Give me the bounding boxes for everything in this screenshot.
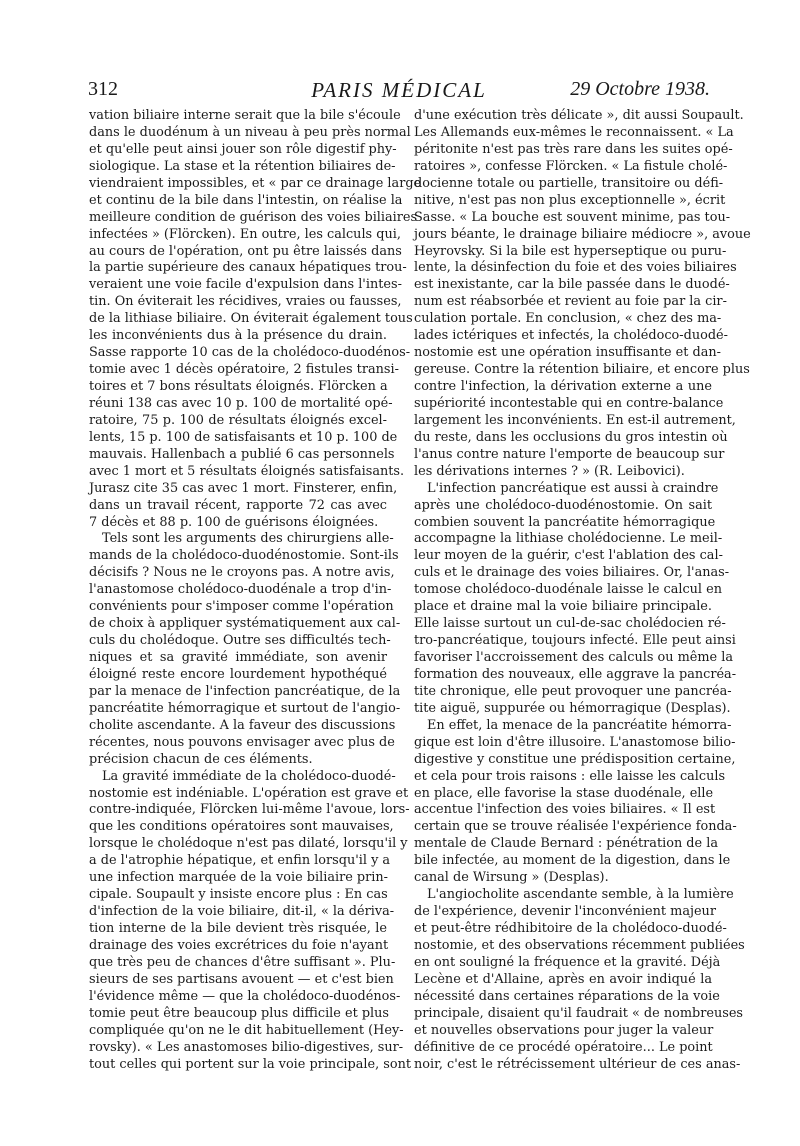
text-line: du reste, dans les occlusions du gros intestin où bbox=[414, 429, 728, 445]
text-line: de choix à appliquer systématiquement aux cal- bbox=[89, 616, 401, 632]
text-line: tomose cholédoco-duodénale laisse le calcul en bbox=[414, 582, 722, 598]
text-line: et continu de la bile dans l'intestin, on réalise la bbox=[89, 192, 403, 208]
text-line: tomie peut être beaucoup plus difficile et plus bbox=[89, 1005, 390, 1021]
text-line: Les Allemands eux-mêmes le reconnaissent. « La bbox=[414, 124, 734, 140]
text-line: Jurasz cite 35 cas avec 1 mort. Finsterer, enfin, bbox=[89, 480, 398, 496]
text-line: docienne totale ou partielle, transitoire ou défi- bbox=[414, 175, 724, 191]
text-line: récentes, nous pouvons envisager avec plus de bbox=[89, 734, 395, 750]
text-line: nostomie est une opération insuffisante et dan- bbox=[414, 345, 722, 361]
text-line: lorsque le cholédoque n'est pas dilaté, lorsqu'il y bbox=[89, 836, 408, 852]
text-line: certain que se trouve réalisée l'expérience fonda- bbox=[414, 819, 737, 835]
text-line: jours béante, le drainage biliaire médiocre », avoue bbox=[414, 226, 751, 242]
text-line: Tels sont les arguments des chirurgiens alle- bbox=[102, 531, 394, 547]
text-line: ratoires », confesse Flörcken. « La fistule cholé- bbox=[414, 158, 728, 174]
text-line: lents, 15 p. 100 de satisfaisants et 10 p. 100 de bbox=[89, 429, 398, 445]
text-line: sieurs de ses partisans avouent — et c'est bien bbox=[89, 971, 394, 987]
text-line: tro-pancréatique, toujours infecté. Elle peut ainsi bbox=[414, 633, 736, 649]
text-line: gereuse. Contre la rétention biliaire, et encore plus bbox=[414, 362, 750, 378]
text-line: mentale de Claude Bernard : pénétration de la bbox=[414, 836, 718, 852]
text-line: Sasse. « La bouche est souvent minime, pas tou- bbox=[414, 209, 731, 225]
text-line: tite chronique, elle peut provoquer une pancréa- bbox=[414, 683, 732, 699]
text-line: nostomie, et des observations récemment publiées bbox=[414, 937, 745, 953]
text-line: lente, la désinfection du foie et des voies biliaires bbox=[414, 260, 737, 276]
text-line: nitive, n'est pas non plus exceptionnelle », écrit bbox=[414, 192, 726, 208]
text-line: définitive de ce procédé opératoire... Le point bbox=[414, 1039, 713, 1055]
page-number: 312 bbox=[88, 78, 118, 100]
text-line: Lecène et d'Allaine, après en avoir indiqué la bbox=[414, 971, 712, 987]
text-line: décisifs ? Nous ne le croyons pas. A notre avis, bbox=[89, 565, 395, 581]
text-line: et cela pour trois raisons : elle laisse les calculs bbox=[414, 768, 726, 784]
text-line: en place, elle favorise la stase duodénale, elle bbox=[414, 785, 714, 801]
text-line: tin. On éviterait les récidives, vraies ou fausses, bbox=[89, 294, 402, 310]
text-line: accompagne la lithiase cholédocienne. Le meil- bbox=[414, 531, 723, 547]
text-line: principale, disaient qu'il faudrait « de nombreuses bbox=[414, 1005, 744, 1021]
text-line: de l'expérience, devenir l'inconvénient majeur bbox=[414, 904, 716, 920]
text-line: num est réabsorbée et revient au foie par la cir- bbox=[414, 294, 727, 310]
text-line: tout celles qui portent sur la voie principale, sont bbox=[89, 1056, 412, 1072]
text-line: contre-indiquée, Flörcken lui-même l'avoue, lors- bbox=[89, 802, 410, 818]
text-line: rovsky). « Les anastomoses bilio-digestives, sur- bbox=[89, 1039, 404, 1055]
text-line: d'une exécution très délicate », dit aussi Soupault. bbox=[414, 108, 744, 123]
text-line: réuni 138 cas avec 10 p. 100 de mortalité opé- bbox=[89, 395, 393, 411]
text-line: est inexistante, car la bile passée dans le duodé- bbox=[414, 277, 730, 293]
text-line: en ont souligné la fréquence et la gravité. Déjà bbox=[414, 954, 721, 970]
text-line: cipale. Soupault y insiste encore plus : En cas bbox=[89, 887, 388, 903]
text-line: mands de la cholédoco-duodénostomie. Sont-ils bbox=[89, 548, 399, 564]
text-line: gique est loin d'être illusoire. L'anastomose bilio- bbox=[414, 734, 736, 750]
text-line: largement les inconvénients. En est-il autrement, bbox=[414, 412, 736, 428]
text-line: tomie avec 1 décès opératoire, 2 fistules transi- bbox=[89, 362, 399, 378]
issue-date: 29 Octobre 1938. bbox=[570, 78, 710, 100]
text-line: siologique. La stase et la rétention biliaires de- bbox=[89, 158, 396, 174]
text-line: meilleure condition de guérison des voies biliaires bbox=[89, 209, 418, 225]
text-line: combien souvent la pancréatite hémorragique bbox=[414, 514, 716, 530]
text-line: nostomie est indéniable. L'opération est grave et bbox=[89, 785, 409, 801]
text-line: l'anastomose cholédoco-duodénale a trop d'in- bbox=[89, 582, 392, 598]
text-line: accentue l'infection des voies biliaires. « Il est bbox=[414, 802, 716, 818]
text-line: précision chacun de ces éléments. bbox=[89, 751, 313, 767]
text-line: les inconvénients dus à la présence du drain. bbox=[89, 328, 387, 344]
text-line: 7 décès et 88 p. 100 de guérisons éloignées. bbox=[89, 514, 379, 530]
text-line: pancréatite hémorragique et surtout de l'angio- bbox=[89, 700, 401, 716]
text-line: l'évidence même — que la cholédoco-duodénos- bbox=[89, 988, 401, 1004]
text-line: par la menace de l'infection pancréatique, de la bbox=[89, 683, 401, 699]
text-line: canal de Wirsung » (Desplas). bbox=[414, 870, 609, 886]
right-text-column bbox=[414, 108, 751, 1073]
text-line: niques et sa gravité immédiate, son avenir bbox=[89, 650, 387, 665]
text-line: d'infection de la voie biliaire, dit-il, « la dériva- bbox=[89, 904, 395, 920]
text-line: de la lithiase biliaire. On éviterait également tous bbox=[89, 311, 413, 327]
text-line: culation portale. En conclusion, « chez des ma- bbox=[414, 311, 722, 327]
text-line: lades ictériques et infectés, la cholédoco-duodé- bbox=[414, 328, 728, 344]
text-line: a de l'atrophie hépatique, et enfin lorsqu'il y a bbox=[89, 853, 391, 869]
text-line: supériorité incontestable qui en contre-balance bbox=[414, 395, 724, 411]
text-line: culs du cholédoque. Outre ses difficultés tech- bbox=[89, 633, 391, 649]
text-line: la partie supérieure des canaux hépatiques trou- bbox=[89, 260, 407, 276]
text-line: Elle laisse surtout un cul-de-sac cholédocien ré- bbox=[414, 616, 726, 632]
text-line: La gravité immédiate de la cholédoco-duodé- bbox=[102, 768, 396, 784]
text-line: l'anus contre nature l'emporte de beaucoup sur bbox=[414, 446, 725, 462]
text-line: favoriser l'accroissement des calculs ou même la bbox=[414, 650, 733, 665]
text-line: formation des nouveaux, elle aggrave la pancréa- bbox=[414, 666, 737, 682]
text-line: ratoire, 75 p. 100 de résultats éloignés excel- bbox=[89, 412, 387, 428]
text-line: au cours de l'opération, ont pu être laissés dans bbox=[89, 243, 402, 259]
text-line: les dérivations internes ? » (R. Leibovici). bbox=[414, 463, 685, 479]
text-line: nécessité dans certaines réparations de la voie bbox=[414, 988, 720, 1004]
page-header bbox=[88, 78, 710, 108]
text-line: et peut-être rédhibitoire de la cholédoco-duodé- bbox=[414, 921, 727, 936]
text-line: dans un travail récent, rapporte 72 cas avec bbox=[89, 497, 387, 513]
text-line: culs et le drainage des voies biliaires. Or, l'anas- bbox=[414, 565, 730, 581]
text-line: convénients pour s'imposer comme l'opération bbox=[89, 599, 394, 615]
journal-title: PARIS MÉDICAL bbox=[311, 78, 487, 102]
text-line: viendraient impossibles, et « par ce drainage large bbox=[89, 175, 422, 191]
text-line: Sasse rapporte 10 cas de la cholédoco-duodénos- bbox=[89, 345, 411, 361]
text-line: éloigné reste encore lourdement hypothéqué bbox=[89, 666, 387, 682]
text-line: que très peu de chances d'être suffisant ». Plu- bbox=[89, 954, 396, 970]
text-line: cholite ascendante. A la faveur des discussions bbox=[89, 717, 396, 733]
text-line: bile infectée, au moment de la digestion, dans le bbox=[414, 853, 731, 869]
text-line: leur moyen de la guérir, c'est l'ablation des cal- bbox=[414, 548, 723, 564]
text-line: toires et 7 bons résultats éloignés. Flörcken a bbox=[89, 379, 388, 394]
text-line: contre l'infection, la dérivation externe a une bbox=[414, 379, 712, 394]
text-line: avec 1 mort et 5 résultats éloignés satisfaisants. bbox=[89, 463, 405, 479]
left-text-column bbox=[89, 108, 422, 1073]
text-line: digestive y constitue une prédisposition certaine, bbox=[414, 751, 736, 767]
text-line: tite aiguë, suppurée ou hémorragique (Desplas). bbox=[414, 700, 731, 716]
text-line: dans le duodénum à un niveau à peu près normal bbox=[89, 124, 411, 140]
text-line: infectées » (Flörcken). En outre, les calculs qui, bbox=[89, 226, 401, 242]
text-line: mauvais. Hallenbach a publié 6 cas personnels bbox=[89, 446, 395, 462]
text-line: L'angiocholite ascendante semble, à la lumière bbox=[427, 887, 734, 903]
text-line: noir, c'est le rétrécissement ultérieur de ces anas- bbox=[414, 1056, 741, 1072]
text-line: compliquée qu'on ne le dit habituellement (Hey- bbox=[89, 1022, 404, 1038]
text-line: péritonite n'est pas très rare dans les suites opé- bbox=[414, 141, 733, 157]
text-line: que les conditions opératoires sont mauvaises, bbox=[89, 819, 394, 835]
text-line: place et draine mal la voie biliaire principale. bbox=[414, 599, 712, 615]
text-line: vation biliaire interne serait que la bile s'écoule bbox=[89, 108, 401, 123]
text-line: veraient une voie facile d'expulsion dans l'intes- bbox=[89, 277, 402, 293]
text-line: et nouvelles observations pour juger la valeur bbox=[414, 1022, 714, 1038]
text-line: En effet, la menace de la pancréatite hémorra- bbox=[427, 717, 732, 733]
text-line: L'infection pancréatique est aussi à craindre bbox=[427, 480, 719, 496]
text-line: une infection marquée de la voie biliaire prin- bbox=[89, 870, 389, 886]
text-line: tion interne de la bile devient très risquée, le bbox=[89, 921, 387, 936]
text-line: drainage des voies excrétrices du foie n'ayant bbox=[89, 937, 389, 953]
text-line: après une cholédoco-duodénostomie. On sait bbox=[414, 497, 712, 513]
text-line: et qu'elle peut ainsi jouer son rôle digestif phy- bbox=[89, 141, 397, 157]
text-line: Heyrovsky. Si la bile est hyperseptique ou puru- bbox=[414, 243, 727, 259]
